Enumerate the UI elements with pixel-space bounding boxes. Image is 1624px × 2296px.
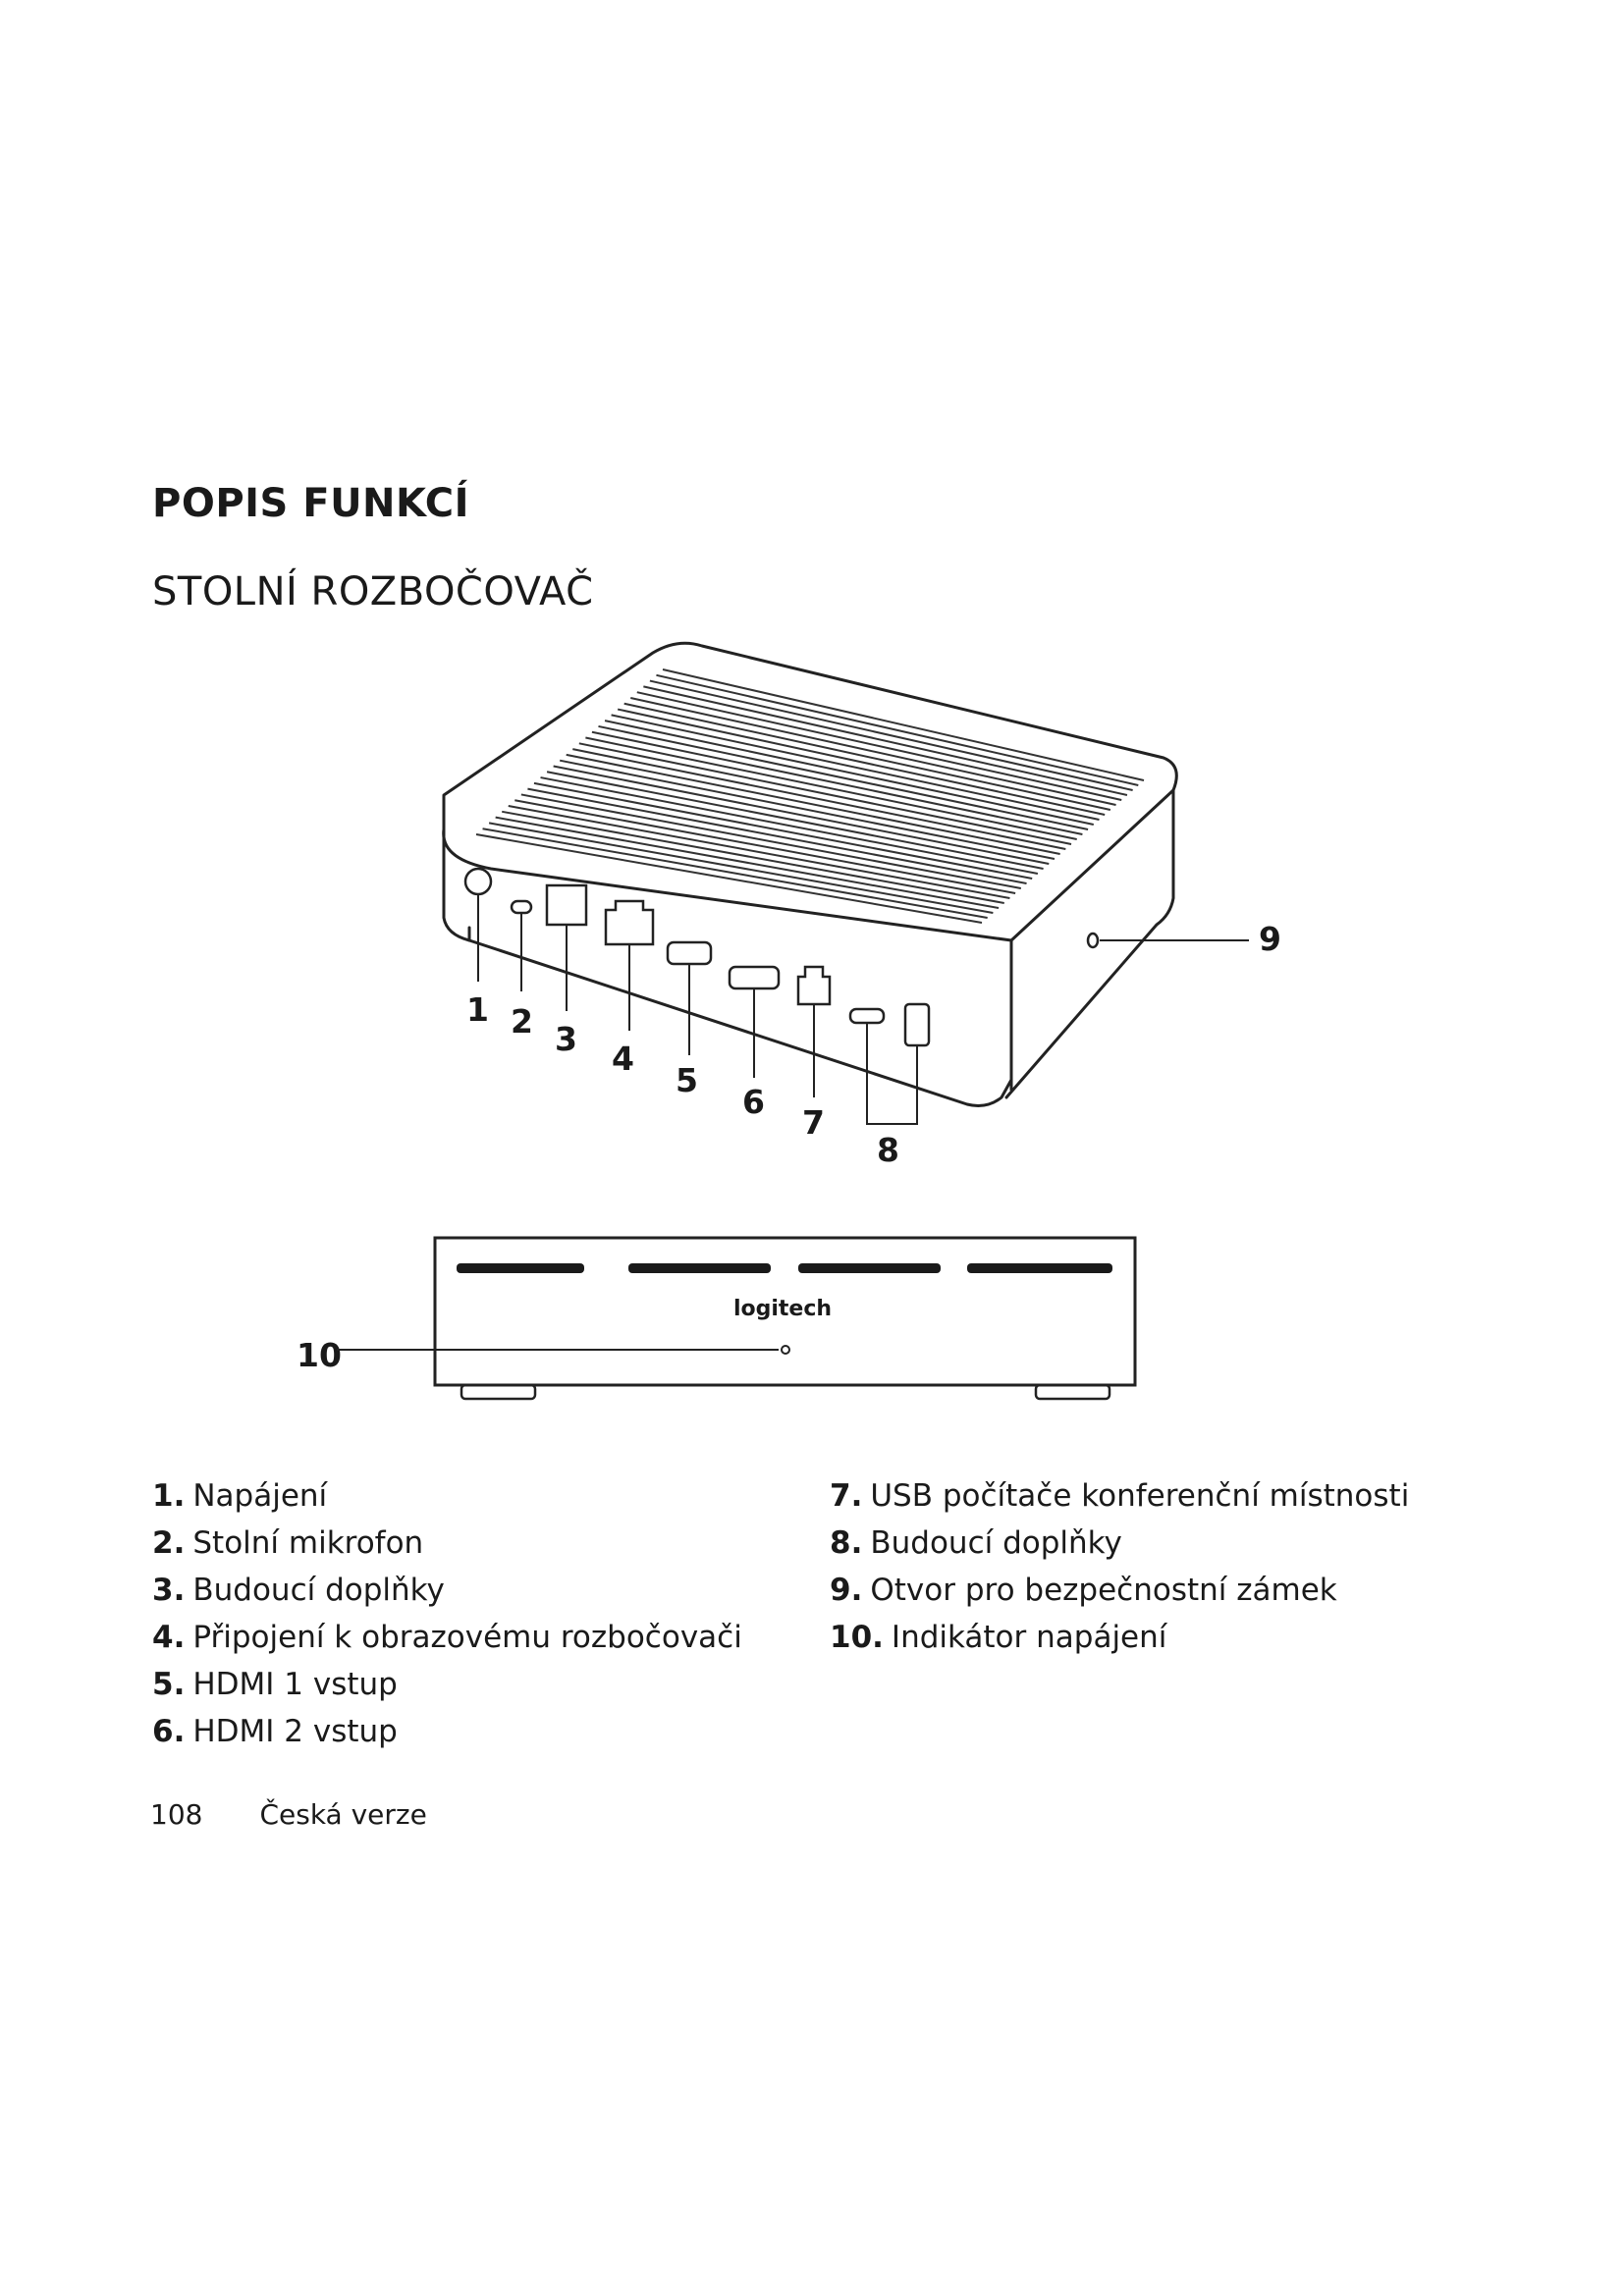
callout-7: 7 [802,1103,825,1142]
page-number: 108 [150,1798,203,1831]
item-text: Připojení k obrazovému rozbočovači [192,1620,742,1655]
list-item [152,1708,742,1755]
vent-line [592,732,1082,834]
item-number: 9. [830,1573,863,1608]
item-number: 7. [830,1478,863,1514]
logitech-logo: logitech [732,1297,833,1321]
item-text: Indikátor napájení [891,1620,1167,1655]
item-text: Otvor pro bezpečnostní zámek [870,1573,1337,1608]
usb-port [798,967,830,1004]
list-item [830,1472,1409,1520]
power-led [782,1346,789,1354]
item-text: Budoucí doplňky [192,1573,445,1608]
feature-list-right [830,1472,1409,1661]
usbc-port [850,1009,884,1023]
list-item [152,1520,742,1567]
list-item [152,1614,742,1661]
vent-line [612,715,1100,820]
item-number: 4. [152,1620,186,1655]
lock-slot [1088,934,1098,947]
item-number: 2. [152,1525,186,1561]
callout-10: 10 [297,1336,342,1374]
foot-right [1036,1385,1110,1399]
foot-left [461,1385,535,1399]
item-number: 6. [152,1714,186,1749]
item-number: 1. [152,1478,186,1514]
power-port [465,869,491,894]
vent-line [579,743,1071,844]
list-item [152,1661,742,1708]
future-port-8 [905,1004,929,1045]
vent-line [650,681,1133,790]
vent-line [598,726,1088,829]
mic-port [512,901,531,913]
ethernet-port [606,901,653,944]
callout-4: 4 [612,1040,634,1078]
hub-front-view [337,1238,1135,1399]
callout-2: 2 [511,1002,533,1041]
callout-9: 9 [1259,920,1281,958]
item-text: HDMI 1 vstup [192,1667,398,1702]
footer-section-label: Česká verze [259,1798,427,1831]
callout-1: 1 [466,990,489,1029]
item-number: 10. [830,1620,884,1655]
callout-3: 3 [555,1020,577,1058]
vent-line [585,738,1076,839]
section-subheading: STOLNÍ ROZBOČOVAČ [152,569,594,614]
list-item [152,1472,742,1520]
item-text: Napájení [192,1478,328,1514]
callout-6: 6 [742,1083,765,1121]
future-port-3 [547,885,586,925]
callout-5: 5 [676,1061,698,1099]
list-item [830,1567,1409,1614]
list-item [152,1567,742,1614]
item-text: USB počítače konferenční místnosti [870,1478,1410,1514]
item-text: HDMI 2 vstup [192,1714,398,1749]
feature-list-left [152,1472,742,1755]
item-text: Stolní mikrofon [192,1525,424,1561]
page-footer [150,1798,427,1831]
vent-line [605,721,1094,825]
callout-8: 8 [877,1131,899,1169]
item-number: 3. [152,1573,186,1608]
hdmi1-port [668,942,711,964]
page-heading: POPIS FUNKCÍ [152,481,469,526]
hdmi2-port [730,967,779,988]
list-item [830,1614,1409,1661]
list-item [830,1520,1409,1567]
vent-line [656,675,1138,785]
item-number: 8. [830,1525,863,1561]
hub-top-surface [444,643,1177,940]
item-number: 5. [152,1667,186,1702]
item-text: Budoucí doplňky [870,1525,1122,1561]
